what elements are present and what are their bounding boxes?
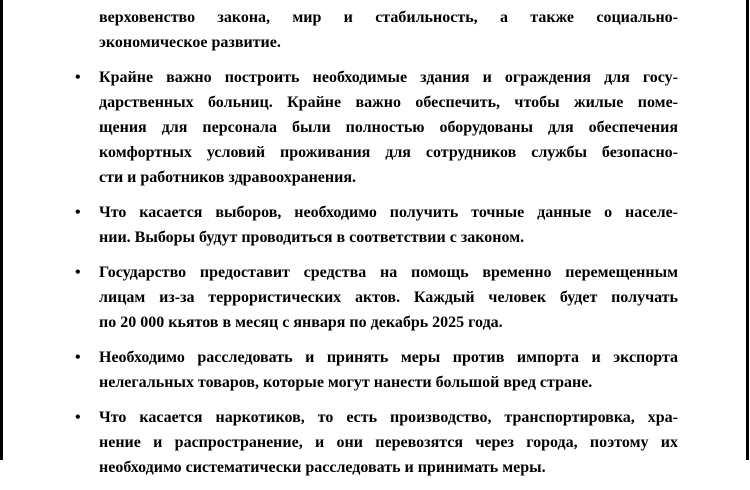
bullet-icon: • [75,264,81,281]
text-line: щения для персонала были полностью оборудованы для обеспечения [99,119,678,136]
text-line: нение и распространение, и они перевозятся через города, поэтому их [99,434,678,451]
document-body [75,5,678,490]
text-line: Крайне важно построить необходимые здания и ограждения для госу- [99,69,678,86]
text-line: комфортных условий проживания для сотрудников службы безопасно- [99,144,678,161]
text-line: Необходимо расследовать и принять меры против импорта и экспорта [99,349,678,366]
text-line: нии. Выборы будут проводиться в соответствии с законом. [99,229,525,246]
text-line: Что касается наркотиков, то есть производство, транспортировка, хра- [99,409,678,426]
bullet-icon: • [75,204,81,221]
text-line: лицам из-за террористических актов. Каждый человек будет получать [99,289,678,306]
text-line: экономическое развитие. [99,34,281,51]
bullet-icon: • [75,349,81,366]
text-line: дарственных больниц. Крайне важно обеспечить, чтобы жилые поме- [99,94,678,111]
text-line: необходимо систематически расследовать и принимать меры. [99,459,546,476]
bullet-icon: • [75,409,81,426]
text-line: Что касается выборов, необходимо получить точные данные о населе- [99,204,678,221]
page-border-left [0,0,3,460]
text-line: по 20 000 кьятов в месяц с января по декабрь 2025 года. [99,314,503,331]
bullet-item [75,405,678,480]
page-border-right [746,0,749,460]
text-line: нелегальных товаров, которые могут нанести большой вред стране. [99,374,593,391]
bullet-item [75,200,678,250]
bullet-icon: • [75,69,81,86]
bullet-item [75,65,678,190]
continued-paragraph [75,5,678,55]
text-line: сти и работников здравоохранения. [99,169,356,186]
text-line: верховенство закона, мир и стабильность, а также социально- [99,9,678,26]
bullet-item [75,260,678,335]
text-line: Государство предоставит средства на помощь временно перемещенным [99,264,678,281]
bullet-item [75,345,678,395]
